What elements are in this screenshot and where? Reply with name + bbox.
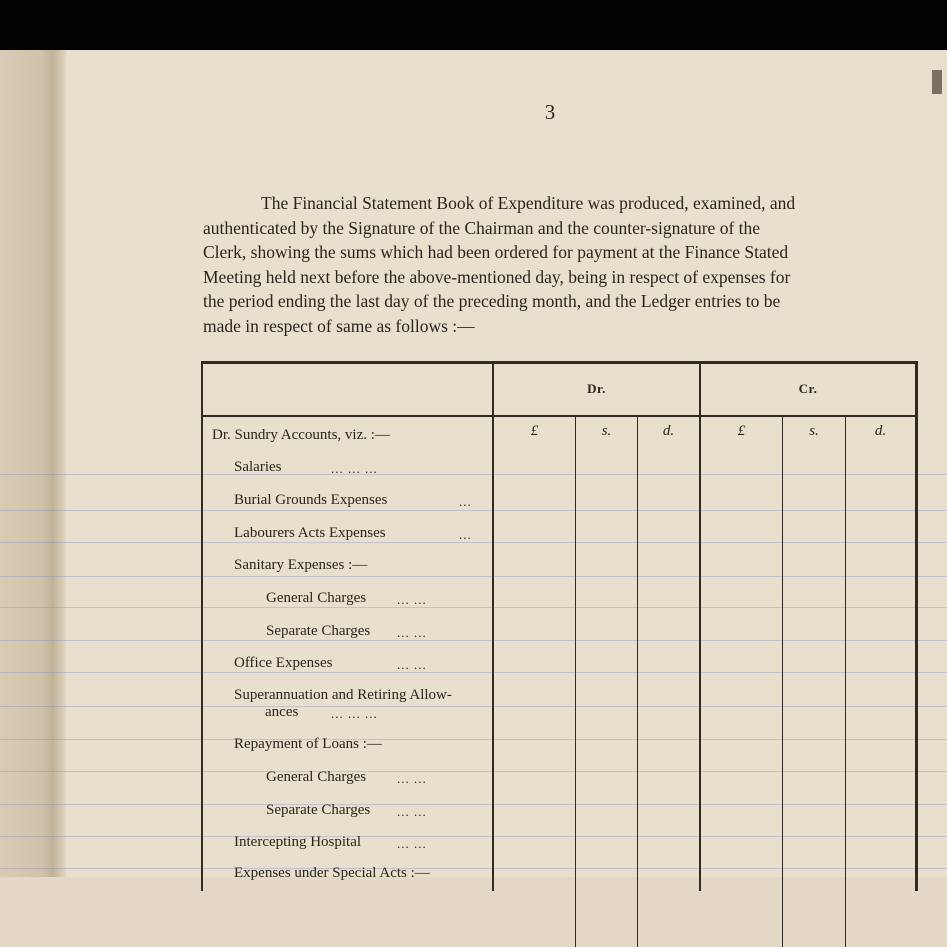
- ledger-table: [201, 361, 918, 891]
- column-divider: [699, 361, 701, 891]
- page-number: 3: [544, 100, 556, 124]
- table-left-border: [201, 361, 203, 891]
- table-header-rule: [201, 415, 918, 417]
- row-label: Sanitary Expenses :—: [234, 557, 368, 573]
- row-label: General Charges: [266, 590, 367, 606]
- row-label-continued: ances: [265, 704, 299, 720]
- paragraph-line: authenticated by the Signature of the Chairman and the counter-signature of the: [203, 217, 761, 238]
- leader-dots: ...: [459, 494, 472, 509]
- facing-page-edge: [0, 50, 60, 877]
- leader-dots: ...: [459, 527, 472, 542]
- row-label: Repayment of Loans :—: [234, 736, 382, 752]
- unit-pounds: £: [737, 423, 746, 439]
- row-label: Office Expenses: [234, 655, 333, 671]
- row-label: Separate Charges: [266, 623, 371, 639]
- row-label: Burial Grounds Expenses: [234, 492, 388, 508]
- paragraph-line: made in respect of same as follows :—: [203, 315, 475, 336]
- leader-dots: ... ... ...: [331, 461, 378, 476]
- paragraph-line: Clerk, showing the sums which had been ordered for payment at the Finance Stated: [203, 242, 789, 263]
- leader-dots: ... ... ...: [331, 706, 378, 721]
- leader-dots: ... ...: [397, 836, 427, 851]
- row-label: Labourers Acts Expenses: [234, 525, 386, 541]
- table-right-border: [915, 361, 918, 891]
- credit-header: Cr.: [798, 381, 818, 396]
- paragraph-line: The Financial Statement Book of Expenditure was produced, examined, and: [261, 193, 796, 213]
- unit-pounds: £: [530, 423, 539, 439]
- leader-dots: ... ...: [397, 592, 427, 607]
- unit-shillings: s.: [601, 423, 612, 439]
- unit-pence: d.: [662, 423, 675, 439]
- unit-shillings: s.: [809, 423, 819, 439]
- top-black-bar: [0, 0, 947, 50]
- column-divider: [637, 417, 638, 947]
- row-label: Dr. Sundry Accounts, viz. :—: [212, 427, 390, 443]
- leader-dots: ... ...: [397, 625, 427, 640]
- paragraph-line: the period ending the last day of the preceding month, and the Ledger entries to be: [203, 291, 781, 312]
- column-divider: [845, 417, 846, 947]
- paragraph-line: Meeting held next before the above-mentioned day, being in respect of expenses for: [203, 266, 791, 287]
- column-divider: [782, 417, 783, 947]
- row-label: Intercepting Hospital: [234, 834, 362, 850]
- table-top-border: [201, 361, 918, 364]
- intro-paragraph: [203, 191, 921, 339]
- page-edge-tab: [932, 70, 942, 94]
- row-label: Separate Charges: [266, 802, 371, 818]
- row-label: Superannuation and Retiring Allow-: [234, 687, 452, 703]
- debit-header: Dr.: [587, 381, 606, 396]
- column-divider: [492, 361, 494, 891]
- row-label: Expenses under Special Acts :—: [234, 865, 430, 881]
- book-gutter: [52, 50, 66, 877]
- leader-dots: ... ...: [397, 804, 427, 819]
- leader-dots: ... ...: [397, 657, 427, 672]
- row-label: General Charges: [266, 769, 367, 785]
- row-label: Salaries: [234, 459, 282, 475]
- leader-dots: ... ...: [397, 771, 427, 786]
- column-divider: [575, 417, 576, 947]
- unit-pence: d.: [874, 423, 887, 439]
